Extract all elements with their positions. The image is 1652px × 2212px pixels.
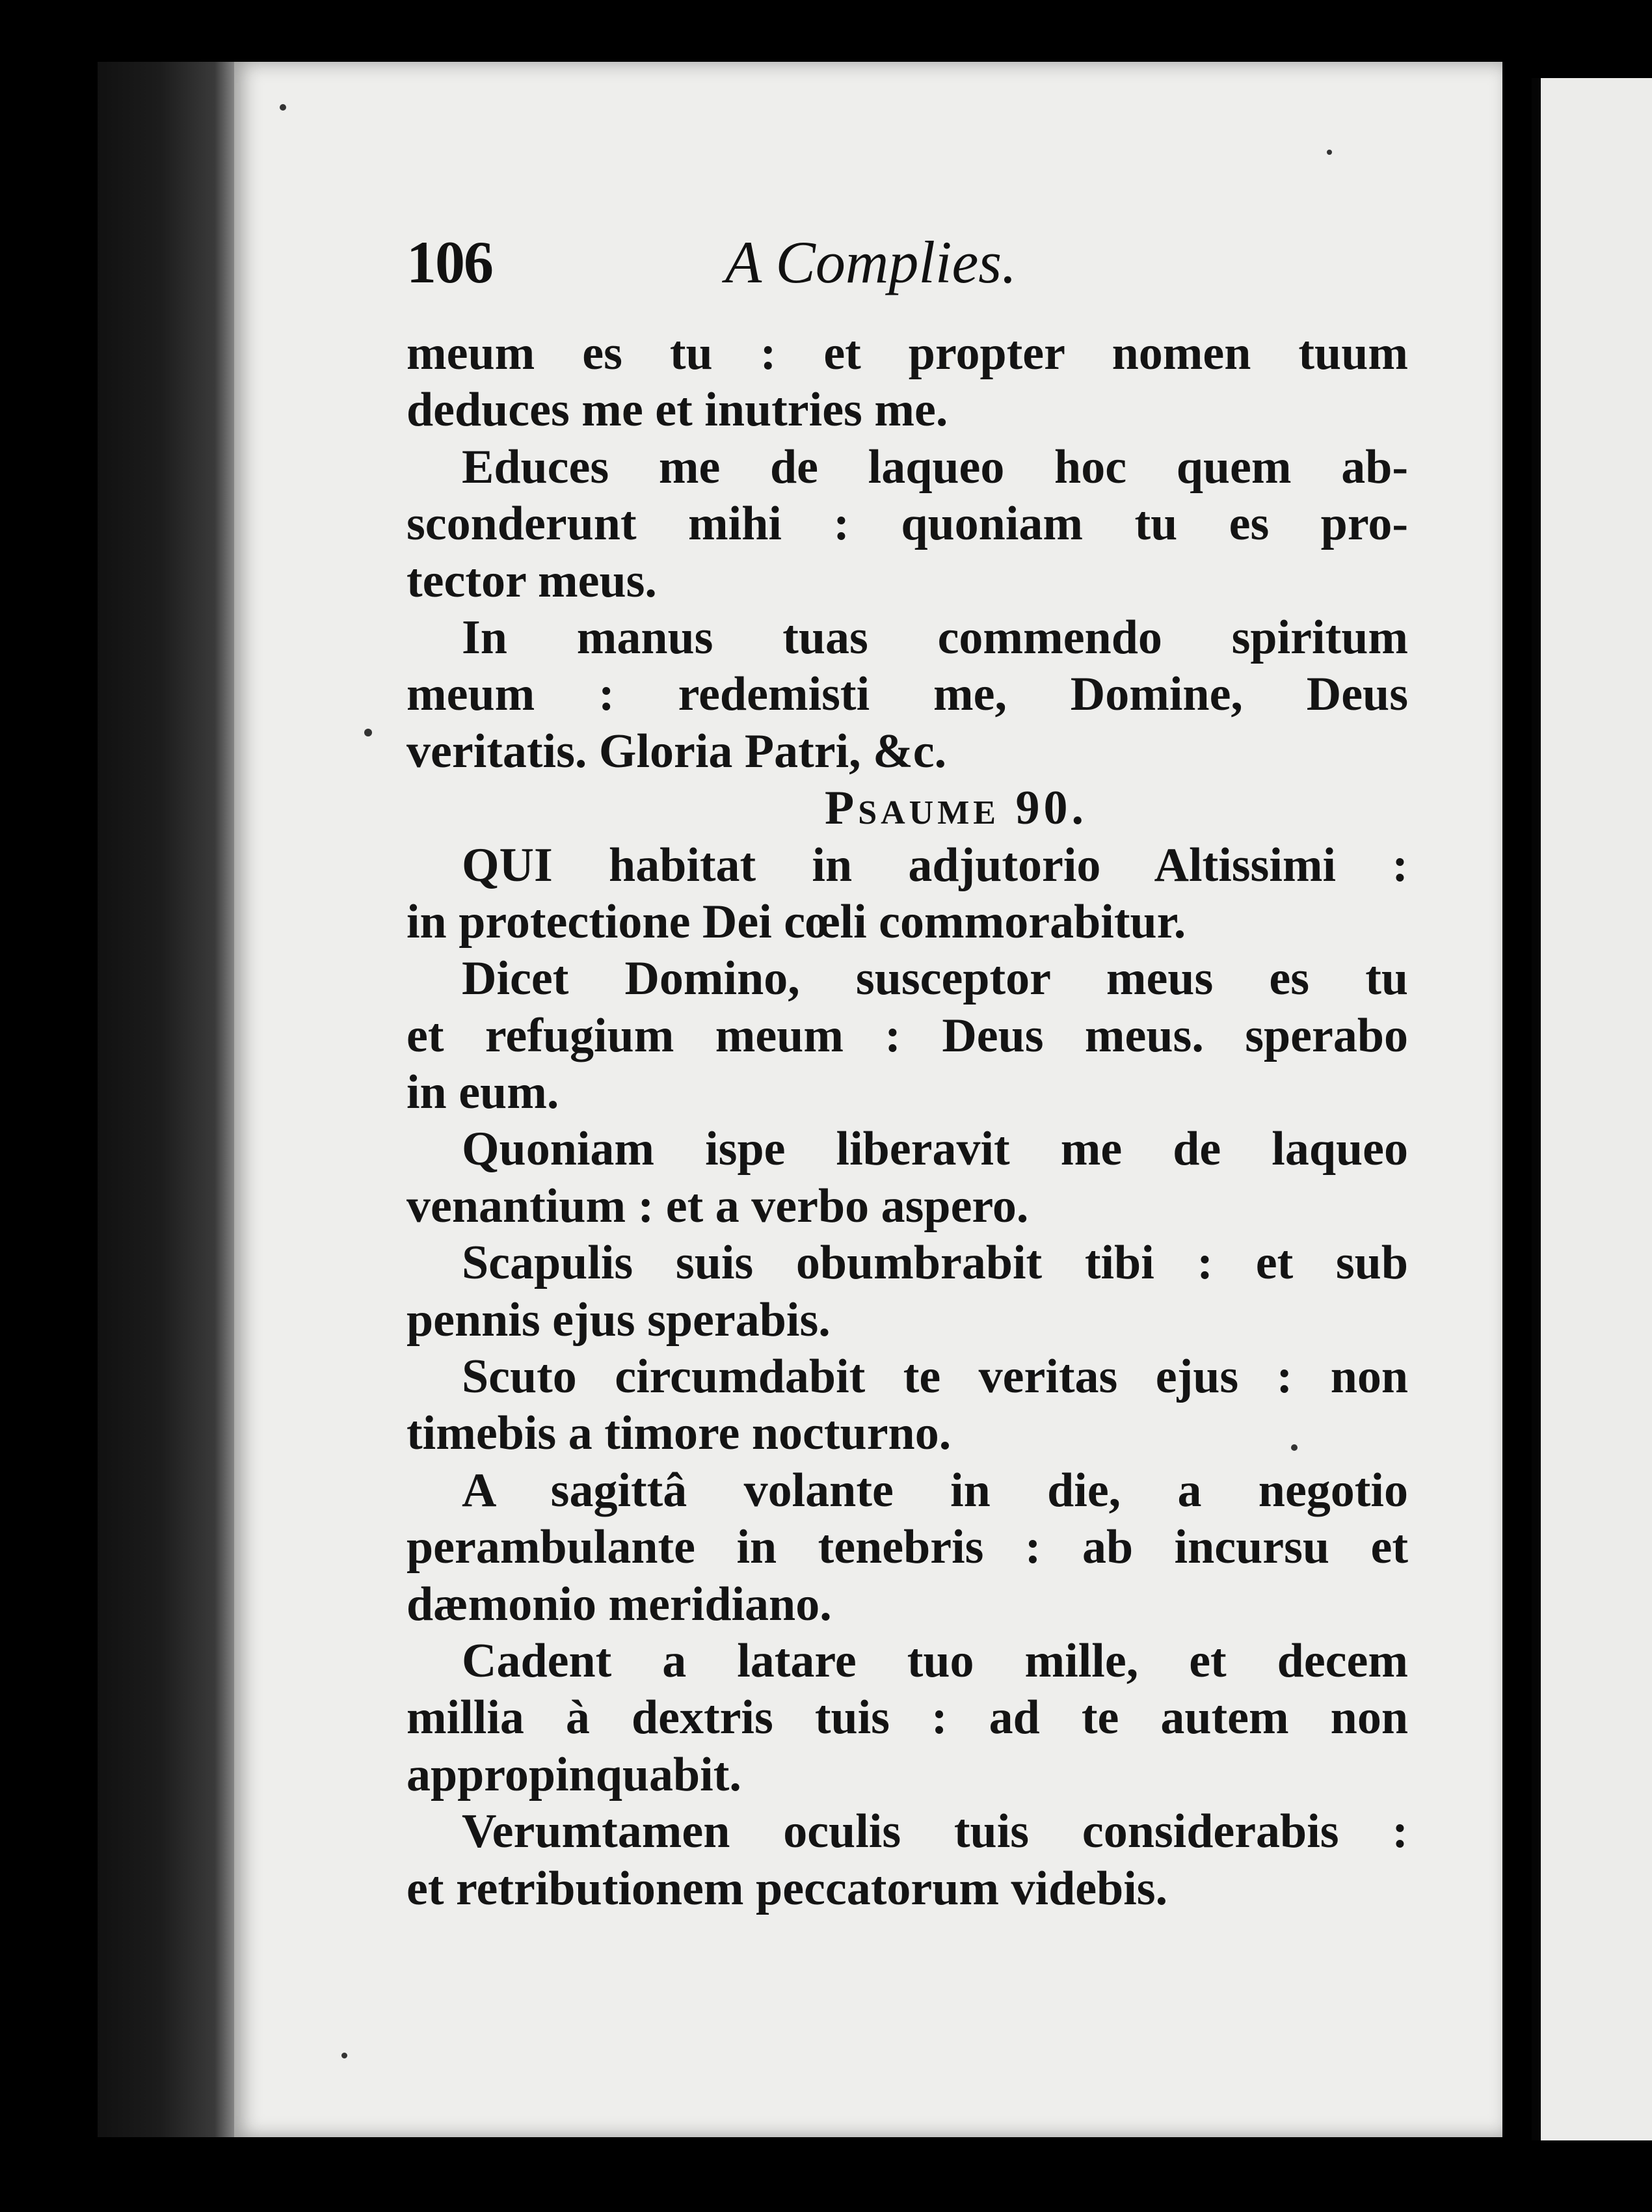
text-line: Quoniam ispe liberavit me de laqueo [462,1122,1408,1176]
page-number: 106 [406,229,492,295]
text-line: QUI habitat in adjutorio Altissimi : [462,838,1408,892]
scan-speck [341,2053,347,2058]
text-line: in protectione Dei cœli commorabitur. [406,895,1186,949]
text-line: meum : redemisti me, Domine, Deus [406,668,1408,722]
psalm-heading: Psaume 90. [825,781,1087,835]
text-line: sconderunt mihi : quoniam tu es pro- [406,497,1408,551]
text-line: tector meus. [406,554,657,608]
page-header [406,228,1395,306]
text-line: appropinquabit. [406,1747,741,1801]
running-title: A Complies. [725,229,1017,295]
text-line: et retributionem peccatorum videbis. [406,1861,1168,1915]
text-line: dæmonio meridiano. [406,1577,832,1631]
scan-speck [1327,150,1332,155]
text-line: deduces me et inutries me. [406,383,948,437]
scan-speck [1291,1444,1298,1451]
text-line: Cadent a latare tuo mille, et decem [462,1634,1408,1688]
text-line: Dicet Domino, susceptor meus es tu [462,952,1408,1006]
text-line: veritatis. Gloria Patri, &c. [406,724,947,778]
text-line: Verumtamen oculis tuis considerabis : [462,1805,1408,1859]
text-line: pennis ejus sperabis. [406,1293,831,1347]
scan-speck [280,104,286,111]
book-gutter [98,62,254,2137]
text-line: In manus tuas commendo spiritum [462,610,1408,664]
text-line: in eum. [406,1066,559,1120]
text-line: perambulante in tenebris : ab incursu et [406,1520,1408,1574]
text-line: A sagittâ volante in die, a negotio [462,1463,1408,1517]
text-line: millia à dextris tuis : ad te autem non [406,1691,1408,1745]
psalm-text [406,325,1408,1917]
text-line: venantium : et a verbo aspero. [406,1179,1029,1233]
text-line: Scuto circumdabit te veritas ejus : non [462,1350,1408,1404]
text-line: timebis a timore nocturno. [406,1407,952,1461]
text-line: Educes me de laqueo hoc quem ab- [462,440,1408,494]
facing-page-edge [1532,78,1652,2140]
text-line: meum es tu : et propter nomen tuum [406,327,1408,380]
text-line: Scapulis suis obumbrabit tibi : et sub [462,1236,1408,1290]
text-line: et refugium meum : Deus meus. sperabo [406,1008,1408,1062]
scan-speck [364,729,372,736]
